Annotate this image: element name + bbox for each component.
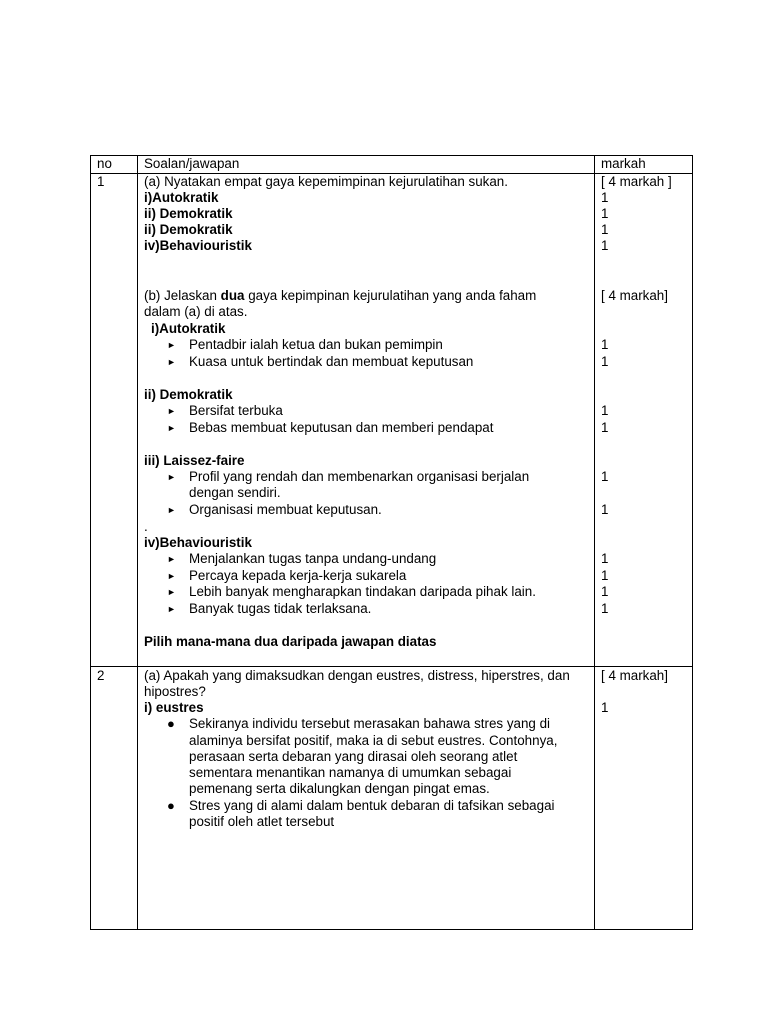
demokratik-mark-1: 1: [601, 403, 609, 418]
arrow-bullet-icon: ►: [167, 472, 176, 482]
bullet-1-line-2: alaminya bersifat positif, maka ia di sebut eustres. Contohnya,: [189, 733, 558, 748]
header-no: no: [97, 156, 112, 171]
arrow-bullet-icon: ►: [167, 554, 176, 564]
q2-marks-total: [ 4 markah]: [601, 668, 668, 683]
laissez-heading: iii) Laissez-faire: [144, 453, 245, 468]
arrow-bullet-icon: ►: [167, 340, 176, 350]
q1b-marks-total: [ 4 markah]: [601, 288, 668, 303]
autokratik-point-1: Pentadbir ialah ketua dan bukan pemimpin: [189, 337, 443, 352]
bullet-2-line-2: positif oleh atlet tersebut: [189, 814, 335, 829]
q1b-prompt-emphasis: dua: [220, 288, 245, 303]
demokratik-point-1: Bersifat terbuka: [189, 403, 283, 418]
q1a-mark-4: 1: [601, 238, 609, 253]
table-border-left: [90, 155, 91, 930]
autokratik-mark-1: 1: [601, 337, 609, 352]
autokratik-heading: i)Autokratik: [151, 321, 226, 336]
q1-note: Pilih mana-mana dua daripada jawapan diatas: [144, 634, 437, 649]
eustres-mark: 1: [601, 700, 609, 715]
laissez-point-1-line-1: Profil yang rendah dan membenarkan organisasi berjalan: [189, 469, 530, 484]
arrow-bullet-icon: ►: [167, 587, 176, 597]
behaviouristik-point-4: Banyak tugas tidak terlaksana.: [189, 601, 372, 616]
q1a-answer-3: ii) Demokratik: [144, 222, 233, 237]
q1a-mark-1: 1: [601, 190, 609, 205]
behaviouristik-mark-4: 1: [601, 601, 609, 616]
q1b-prompt-line2: dalam (a) di atas.: [144, 304, 248, 319]
arrow-bullet-icon: ►: [167, 406, 176, 416]
arrow-bullet-icon: ►: [167, 423, 176, 433]
arrow-bullet-icon: ►: [167, 571, 176, 581]
q1a-mark-3: 1: [601, 222, 609, 237]
behaviouristik-point-3: Lebih banyak mengharapkan tindakan daripada pihak lain.: [189, 584, 536, 599]
header-question: Soalan/jawapan: [144, 156, 240, 171]
q1b-prompt-end: gaya kepimpinan kejurulatihan yang anda faham: [244, 288, 537, 303]
stray-dot: .: [144, 519, 148, 534]
arrow-bullet-icon: ►: [167, 604, 176, 614]
bullet-1-line-4: sementara menantikan namanya di umumkan sebagai: [189, 765, 512, 780]
eustres-heading: i) eustres: [144, 700, 204, 715]
q1a-marks-total: [ 4 markah ]: [601, 174, 672, 189]
behaviouristik-mark-2: 1: [601, 568, 609, 583]
table-border-bottom: [90, 929, 693, 930]
autokratik-mark-2: 1: [601, 354, 609, 369]
bullet-1-line-1: Sekiranya individu tersebut merasakan bahawa stres yang di: [189, 716, 551, 731]
q1a-mark-2: 1: [601, 206, 609, 221]
demokratik-heading: ii) Demokratik: [144, 387, 233, 402]
q1a-prompt: (a) Nyatakan empat gaya kepemimpinan kejurulatihan sukan.: [144, 174, 508, 189]
laissez-point-1-line-2: dengan sendiri.: [189, 485, 281, 500]
laissez-mark-2: 1: [601, 502, 609, 517]
row-divider: [90, 666, 693, 667]
q1a-answer-2: ii) Demokratik: [144, 206, 233, 221]
q1a-answer-1: i)Autokratik: [144, 190, 219, 205]
q2a-prompt-line-1: (a) Apakah yang dimaksudkan dengan eustres, distress, hiperstres, dan: [144, 668, 570, 683]
q1-number: 1: [97, 174, 105, 189]
bullet-2-line-1: Stres yang di alami dalam bentuk debaran di tafsikan sebagai: [189, 798, 555, 813]
q1b-prompt-start: (b) Jelaskan: [144, 288, 221, 303]
laissez-mark-1: 1: [601, 469, 609, 484]
behaviouristik-mark-1: 1: [601, 551, 609, 566]
demokratik-mark-2: 1: [601, 420, 609, 435]
header-marks: markah: [601, 156, 646, 171]
table-border-right: [692, 155, 693, 930]
q1b-prompt: [144, 288, 536, 304]
bullet-1-line-3: perasaan serta debaran yang dirasai oleh seorang atlet: [189, 749, 518, 764]
q2-number: 2: [97, 668, 105, 683]
column-divider-1: [137, 155, 138, 930]
arrow-bullet-icon: ►: [167, 357, 176, 367]
autokratik-point-2: Kuasa untuk bertindak dan membuat keputusan: [189, 354, 474, 369]
behaviouristik-heading: iv)Behaviouristik: [144, 535, 252, 550]
behaviouristik-point-2: Percaya kepada kerja-kerja sukarela: [189, 568, 407, 583]
bullet-1-line-5: pemenang serta dikalungkan dengan pingat emas.: [189, 781, 490, 796]
column-divider-2: [594, 155, 595, 930]
arrow-bullet-icon: ►: [167, 505, 176, 515]
answer-table: [90, 155, 693, 930]
round-bullet-icon: ●: [167, 716, 175, 731]
behaviouristik-point-1: Menjalankan tugas tanpa undang-undang: [189, 551, 437, 566]
laissez-point-2: Organisasi membuat keputusan.: [189, 502, 382, 517]
q2a-prompt-line-2: hipostres?: [144, 684, 206, 699]
round-bullet-icon: ●: [167, 798, 175, 813]
behaviouristik-mark-3: 1: [601, 584, 609, 599]
demokratik-point-2: Bebas membuat keputusan dan memberi pendapat: [189, 420, 494, 435]
q1a-answer-4: iv)Behaviouristik: [144, 238, 252, 253]
